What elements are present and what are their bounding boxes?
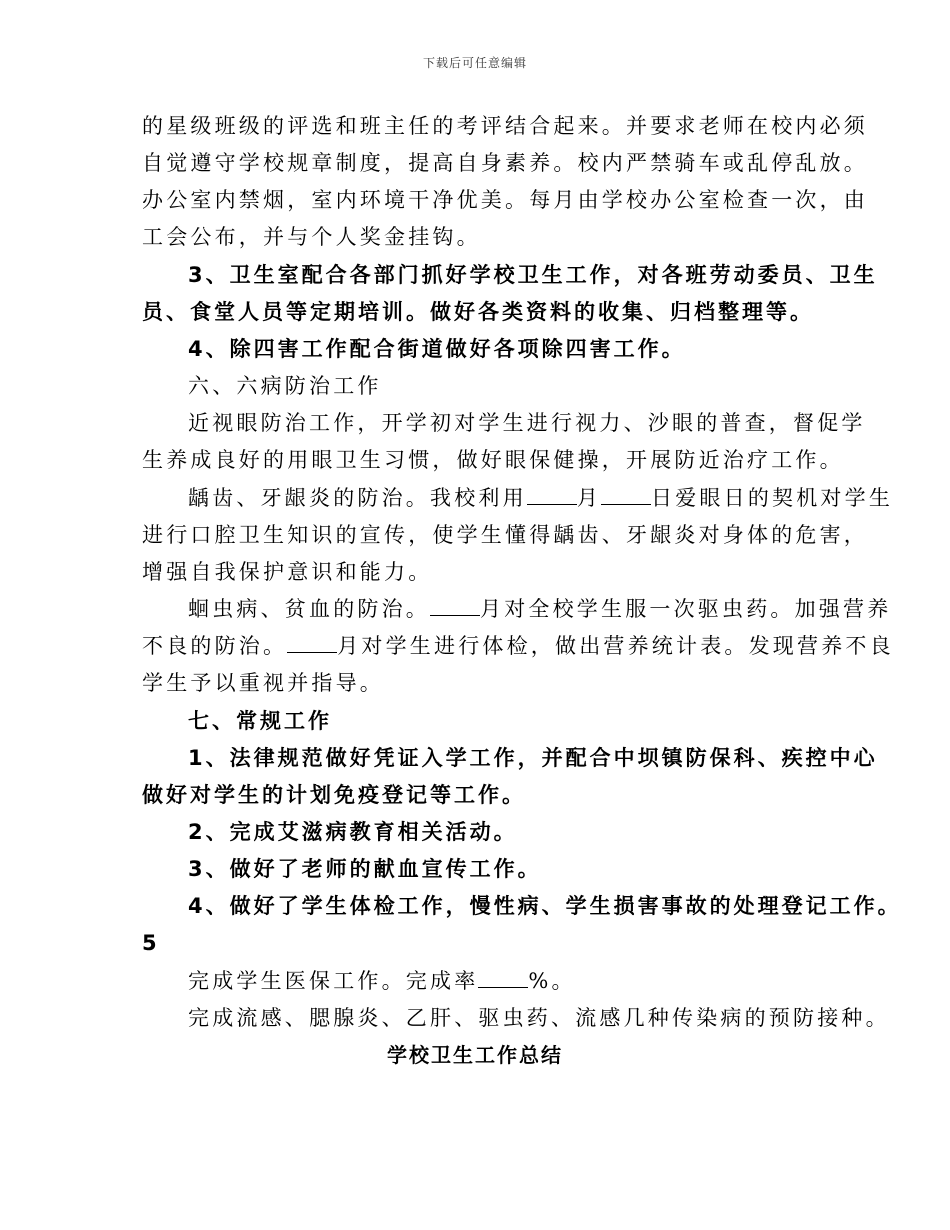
- document-title: 学校卫生工作总结: [387, 1043, 563, 1067]
- paragraph-line: 3、做好了老师的献血宣传工作。: [188, 857, 542, 881]
- paragraph-line: [188, 480, 894, 516]
- text-fragment: 完成学生医保工作。完成率: [188, 969, 479, 993]
- section-heading: 七、常规工作: [188, 709, 332, 733]
- blank-underline: [478, 969, 528, 988]
- paragraph-line: 1、法律规范做好凭证入学工作，并配合中坝镇防保科、疾控中心: [188, 746, 878, 770]
- paragraph-line: 员、食堂人员等定期培训。做好各类资料的收集、归档整理等。: [142, 300, 814, 324]
- paragraph-line: 增强自我保护意识和能力。: [142, 560, 433, 584]
- paragraph-line: [188, 963, 868, 999]
- paragraph-line: 进行口腔卫生知识的宣传，使学生懂得龋齿、牙龈炎对身体的危害，: [142, 523, 868, 547]
- paragraph-line: 做好对学生的计划免疫登记等工作。: [142, 783, 526, 807]
- text-fragment: 龋齿、牙龈炎的防治。我校利用: [188, 486, 527, 510]
- text-fragment: 日爱眼日的契机对学生: [651, 486, 894, 510]
- paragraph-line: 4、做好了学生体检工作，慢性病、学生损害事故的处理登记工作。: [188, 894, 902, 918]
- paragraph-line: 的星级班级的评选和班主任的考评结合起来。并要求老师在校内必须: [142, 114, 868, 138]
- paragraph-line: 5: [142, 931, 160, 955]
- text-fragment: 不良的防治。: [142, 634, 288, 658]
- text-fragment: 月对全校学生服一次驱虫药。加强营养: [480, 597, 892, 621]
- blank-underline: [601, 486, 651, 505]
- paragraph-line: 4、除四害工作配合街道做好各项除四害工作。: [188, 337, 686, 361]
- paragraph-line: 近视眼防治工作，开学初对学生进行视力、沙眼的普查，督促学: [188, 411, 866, 435]
- paragraph-line: 工会公布，并与个人奖金挂钩。: [142, 225, 481, 249]
- paragraph-line: [188, 591, 892, 627]
- paragraph-line: 办公室内禁烟，室内环境干净优美。每月由学校办公室检查一次，由: [142, 188, 868, 212]
- paragraph-line: 2、完成艾滋病教育相关活动。: [188, 820, 518, 844]
- text-fragment: 月对学生进行体检，做出营养统计表。发现营养不良: [337, 634, 894, 658]
- paragraph-line: [142, 628, 894, 664]
- paragraph-line: 生养成良好的用眼卫生习惯，做好眼保健操，开展防近治疗工作。: [142, 448, 844, 472]
- paragraph-line: 自觉遵守学校规章制度，提高自身素养。校内严禁骑车或乱停乱放。: [142, 151, 868, 175]
- blank-underline: [287, 634, 337, 653]
- blank-underline: [527, 486, 577, 505]
- paragraph-line: 3、卫生室配合各部门抓好学校卫生工作，对各班劳动委员、卫生: [188, 263, 878, 287]
- text-fragment: 蛔虫病、贫血的防治。: [188, 597, 430, 621]
- text-fragment: %。: [528, 969, 576, 993]
- paragraph-line: 学生予以重视并指导。: [142, 671, 384, 695]
- section-heading: 六、六病防治工作: [188, 374, 382, 398]
- page-header: 下载后可任意编辑: [422, 56, 527, 70]
- text-fragment: 月: [576, 486, 602, 510]
- blank-underline: [430, 597, 480, 616]
- paragraph-line: 完成流感、腮腺炎、乙肝、驱虫药、流感几种传染病的预防接种。: [188, 1006, 890, 1030]
